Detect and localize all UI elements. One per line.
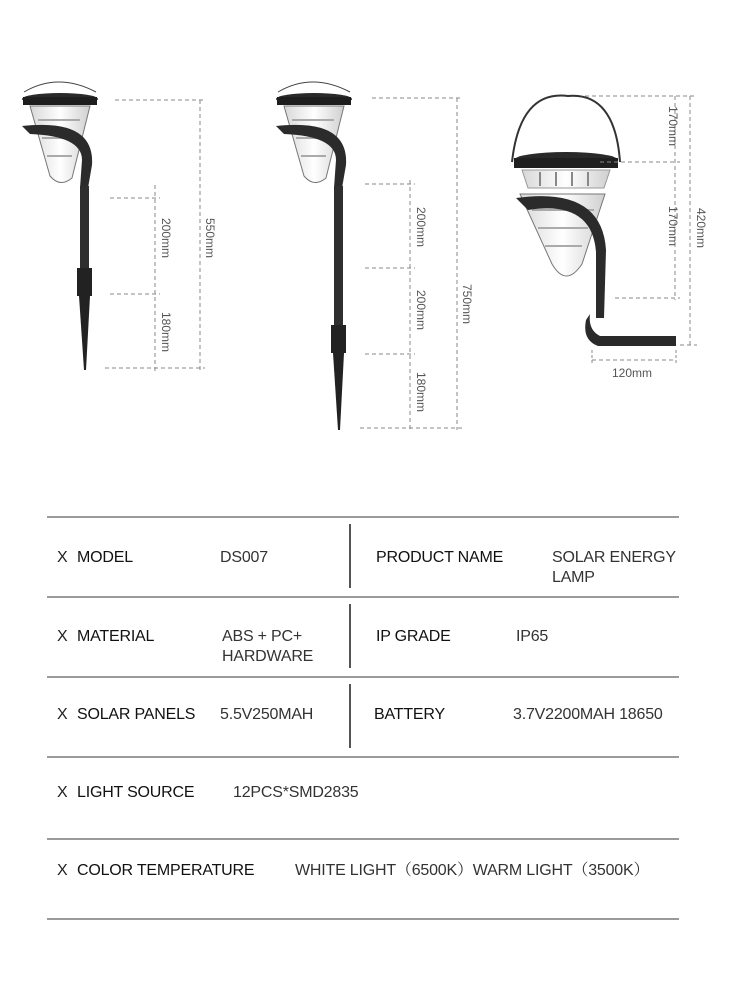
lamp-3-width-dim: 120mm (612, 366, 653, 380)
table-rule (47, 756, 679, 758)
table-rule (47, 676, 679, 678)
material-value-line-1: ABS + PC+ (222, 628, 303, 645)
lamp-3-top-dim: 170mm (666, 106, 680, 147)
lamp-2-drawing (276, 82, 352, 430)
light-source-value: 12PCS*SMD2835 (233, 784, 359, 801)
ip-grade-value: IP65 (516, 628, 549, 645)
model-value: DS007 (220, 549, 268, 566)
row-marker: X (57, 628, 68, 645)
table-rule (47, 918, 679, 920)
product-name-value-line-2: LAMP (552, 569, 595, 586)
material-value-line-2: HARDWARE (222, 648, 314, 665)
lamp-1-lower-dim: 180mm (159, 312, 173, 353)
lamp-2-lower-dim: 180mm (414, 372, 428, 413)
lamp-2-upper-dim: 200mm (414, 207, 428, 248)
lamp-3-total-dim: 420mm (694, 208, 708, 249)
color-temperature-value: WHITE LIGHT（6500K）WARM LIGHT（3500K） (295, 862, 650, 879)
column-divider (349, 524, 351, 588)
row-marker: X (57, 549, 68, 566)
material-value (222, 627, 313, 667)
lamp-2-dimension-lines (360, 98, 462, 430)
dimension-drawings (0, 0, 750, 480)
table-rule (47, 596, 679, 598)
lamp-2-total-dim: 750mm (460, 284, 474, 325)
light-source-label: LIGHT SOURCE (77, 784, 195, 801)
lamp-1-total-dim: 550mm (203, 218, 217, 259)
lamp-1-upper-dim: 200mm (159, 218, 173, 259)
product-name-label: PRODUCT NAME (376, 549, 504, 566)
product-name-value-line-1: SOLAR ENERGY (552, 549, 676, 566)
lamp-3-bottom-dim: 170mm (666, 206, 680, 247)
lamp-3-drawing (512, 96, 676, 346)
table-rule (47, 838, 679, 840)
lamp-1-dimension-lines (105, 100, 205, 372)
model-label: MODEL (77, 549, 133, 566)
ip-grade-label: IP GRADE (376, 628, 451, 645)
lamp-2-middle-dim: 200mm (414, 290, 428, 331)
row-marker: X (57, 784, 68, 801)
column-divider (349, 684, 351, 748)
solar-panels-value: 5.5V250MAH (220, 706, 314, 723)
row-marker: X (57, 862, 68, 879)
solar-panels-label: SOLAR PANELS (77, 706, 196, 723)
color-temperature-label: COLOR TEMPERATURE (77, 862, 255, 879)
product-name-value (552, 548, 676, 588)
table-rule (47, 516, 679, 518)
lamp-1-drawing (22, 82, 98, 370)
material-label: MATERIAL (77, 628, 155, 645)
row-marker: X (57, 706, 68, 723)
product-diagrams (0, 0, 750, 480)
column-divider (349, 604, 351, 668)
battery-label: BATTERY (374, 706, 445, 723)
battery-value: 3.7V2200MAH 18650 (513, 706, 663, 723)
